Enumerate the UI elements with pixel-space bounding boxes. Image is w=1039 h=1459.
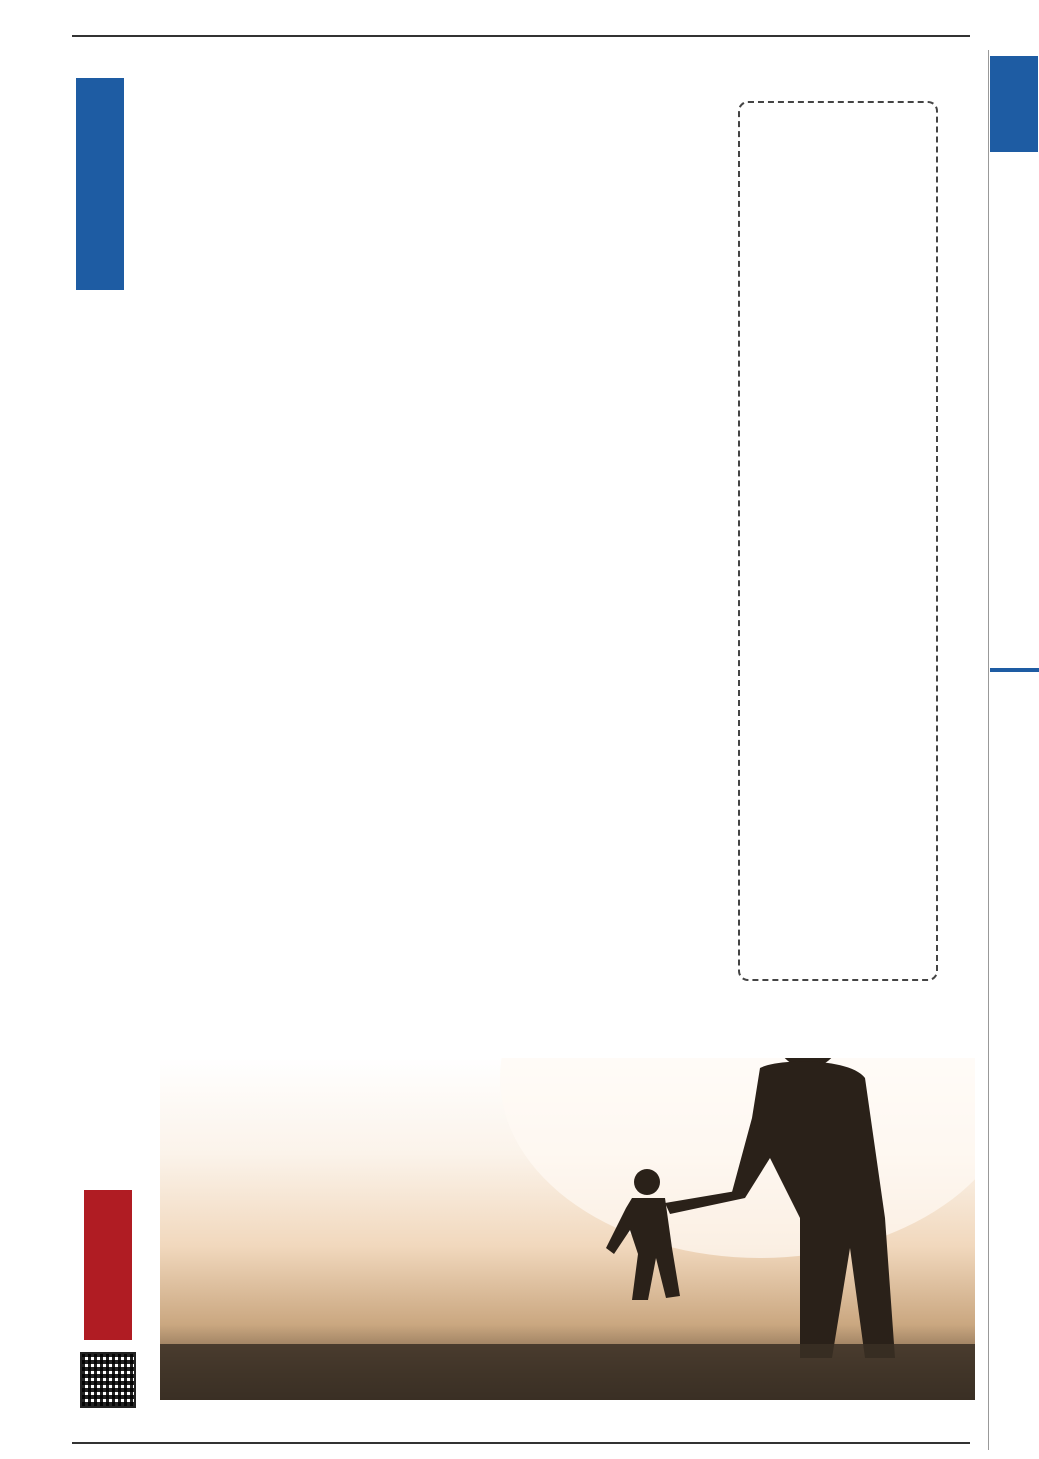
newspaper-logo xyxy=(84,1190,132,1340)
marriage-ad-strip xyxy=(988,50,1039,1450)
header-rule xyxy=(72,35,970,37)
ad-contact xyxy=(990,668,1039,672)
article1-column-2 xyxy=(452,160,728,890)
article2-column-2 xyxy=(425,975,687,1275)
ad-title xyxy=(990,56,1038,152)
article2-column-1 xyxy=(163,975,425,1260)
article1-column-1 xyxy=(163,160,445,890)
poem-box xyxy=(738,101,938,981)
qr-code-icon[interactable] xyxy=(80,1352,136,1408)
footer-rule xyxy=(72,1442,970,1444)
section-banner xyxy=(76,78,124,290)
